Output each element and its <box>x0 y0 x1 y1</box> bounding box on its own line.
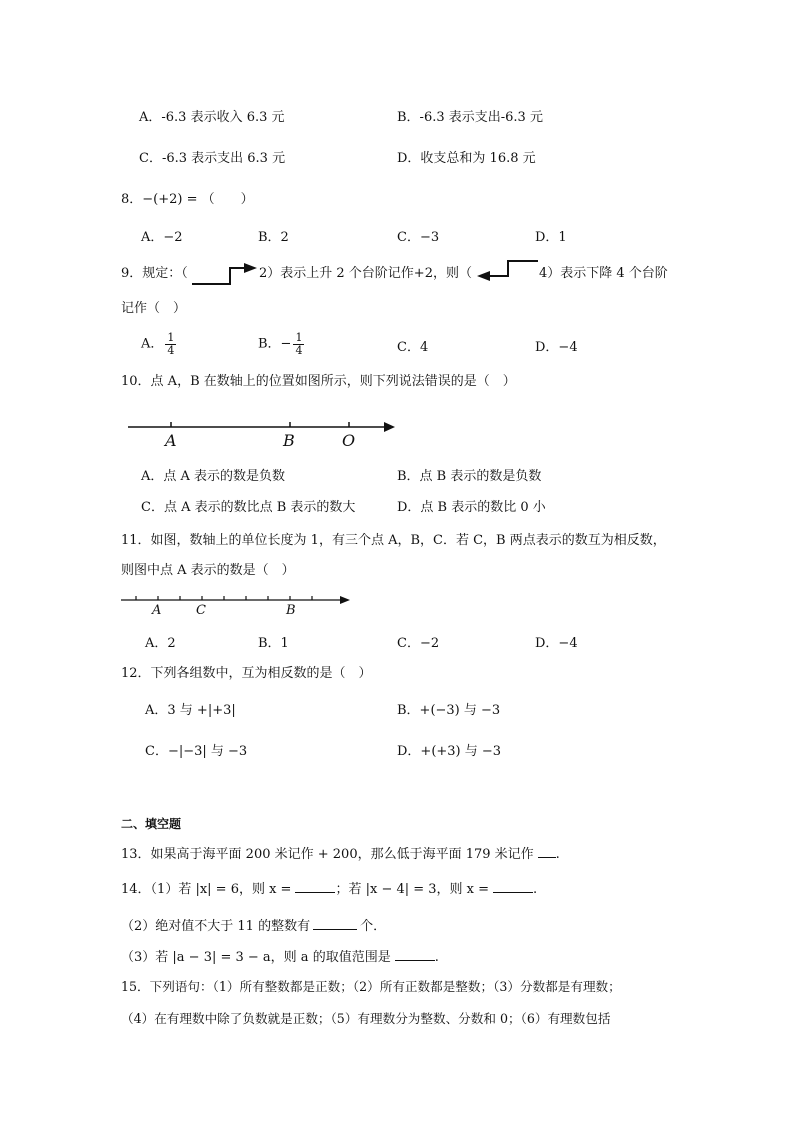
q13-stem-end: . <box>555 847 560 862</box>
q13-stem <box>121 845 560 861</box>
q9-stem-part3: 4）表示下降 4 个台阶 <box>539 266 668 281</box>
q12-option-c: C．−|−3| 与 −3 <box>145 744 248 759</box>
q9-stem-part2: 2）表示上升 2 个台阶记作+2，则（ <box>259 266 472 281</box>
q10-option-c: C．点 A 表示的数比点 B 表示的数大 <box>141 500 356 515</box>
q12-option-d: D．+(+3) 与 −3 <box>397 744 502 759</box>
q7-option-c: C．-6.3 表示支出 6.3 元 <box>139 151 286 166</box>
q11-point-label-b: B <box>286 603 296 618</box>
q10-option-d: D．点 B 表示的数比 0 小 <box>397 500 546 515</box>
section-title-fill-in: 二、填空题 <box>121 817 182 831</box>
q11-option-d: D．−4 <box>535 636 578 651</box>
stairs-down-arrow-icon <box>474 258 542 284</box>
q14-part1-b: ；若 |x − 4| = 3，则 x = <box>335 882 490 897</box>
fraction-denominator: 4 <box>295 343 303 357</box>
q14-answer-blank-4 <box>395 948 435 961</box>
q14-part1-end: . <box>533 882 538 897</box>
fraction-numerator: 1 <box>295 331 303 344</box>
q11-stem-line1: 11．如图，数轴上的单位长度为 1，有三个点 A，B，C．若 C，B 两点表示的数互为相反数， <box>121 533 666 548</box>
q9-stem-part1: 9．规定：（ <box>121 266 188 281</box>
q9-option-b-fraction <box>293 332 304 356</box>
q8-option-d: D．1 <box>535 230 567 245</box>
fraction-numerator: 1 <box>167 331 175 344</box>
q14-answer-blank-2 <box>493 880 533 893</box>
q9-option-b-prefix: B．− <box>258 336 292 352</box>
q9-option-d: D．−4 <box>535 340 578 355</box>
q9-option-a-fraction <box>165 332 176 356</box>
q10-option-b: B．点 B 表示的数是负数 <box>397 469 542 484</box>
q11-point-label-a: A <box>152 603 162 618</box>
q12-stem: 12．下列各组数中，互为相反数的是（ ） <box>121 666 372 681</box>
q11-stem-line2: 则图中点 A 表示的数是（ ） <box>121 563 295 578</box>
q14-part1-a: 14．（1）若 |x| = 6，则 x = <box>121 882 292 897</box>
q11-option-b: B．1 <box>258 636 289 651</box>
q11-option-a: A．2 <box>145 636 176 651</box>
q13-stem-text: 13．如果高于海平面 200 米记作 + 200，那么低于海平面 179 米记作 <box>121 847 534 862</box>
q8-stem: 8．−(+2) = （ ） <box>121 192 254 207</box>
q9-stem-line2: 记作（ ） <box>121 301 187 316</box>
q9-option-a-prefix: A． <box>141 336 164 352</box>
q15-line1: 15．下列语句：（1）所有整数都是正数；（2）所有正数都是整数；（3）分数都是有理数； <box>121 979 621 994</box>
q10-option-a: A．点 A 表示的数是负数 <box>141 469 286 484</box>
q14-answer-blank-3 <box>313 917 357 930</box>
q14-part3-a: （3）若 |a − 3| = 3 − a，则 a 的取值范围是 <box>121 950 391 965</box>
q14-answer-blank-1 <box>295 880 335 893</box>
q7-option-b: B．-6.3 表示支出-6.3 元 <box>397 110 543 125</box>
q14-part2-a: （2）绝对值不大于 11 的整数有 <box>121 919 311 934</box>
fraction-denominator: 4 <box>167 343 175 357</box>
stairs-up-arrow-icon <box>188 262 260 288</box>
q7-option-a: A．-6.3 表示收入 6.3 元 <box>139 110 285 125</box>
q14-part3-end: . <box>434 950 439 965</box>
q13-answer-blank <box>538 845 556 858</box>
q10-point-label-a: A <box>165 431 177 450</box>
q11-option-c: C．−2 <box>397 636 440 651</box>
q8-option-b: B．2 <box>258 230 289 245</box>
q12-option-b: B．+(−3) 与 −3 <box>397 703 501 718</box>
q14-part1 <box>121 880 537 896</box>
q10-point-label-o: O <box>342 431 356 450</box>
q8-option-c: C．−3 <box>397 230 440 245</box>
q14-part2-b: 个． <box>360 919 387 934</box>
q9-option-b <box>258 332 306 356</box>
q9-option-a <box>141 332 178 356</box>
q11-point-label-c: C <box>196 603 206 618</box>
q14-part3 <box>121 948 439 964</box>
q10-point-label-b: B <box>283 431 295 450</box>
q7-option-d: D．收支总和为 16.8 元 <box>397 151 536 166</box>
q8-option-a: A．−2 <box>141 230 183 245</box>
q12-option-a: A．3 与 +|+3| <box>145 703 236 718</box>
q14-part2 <box>121 917 386 933</box>
q9-option-c: C．4 <box>397 340 429 355</box>
q15-line2: （4）在有理数中除了负数就是正数；（5）有理数分为整数、分数和 0；（6）有理数包括 <box>121 1011 611 1026</box>
q10-stem: 10．点 A，B 在数轴上的位置如图所示，则下列说法错误的是（ ） <box>121 374 516 389</box>
